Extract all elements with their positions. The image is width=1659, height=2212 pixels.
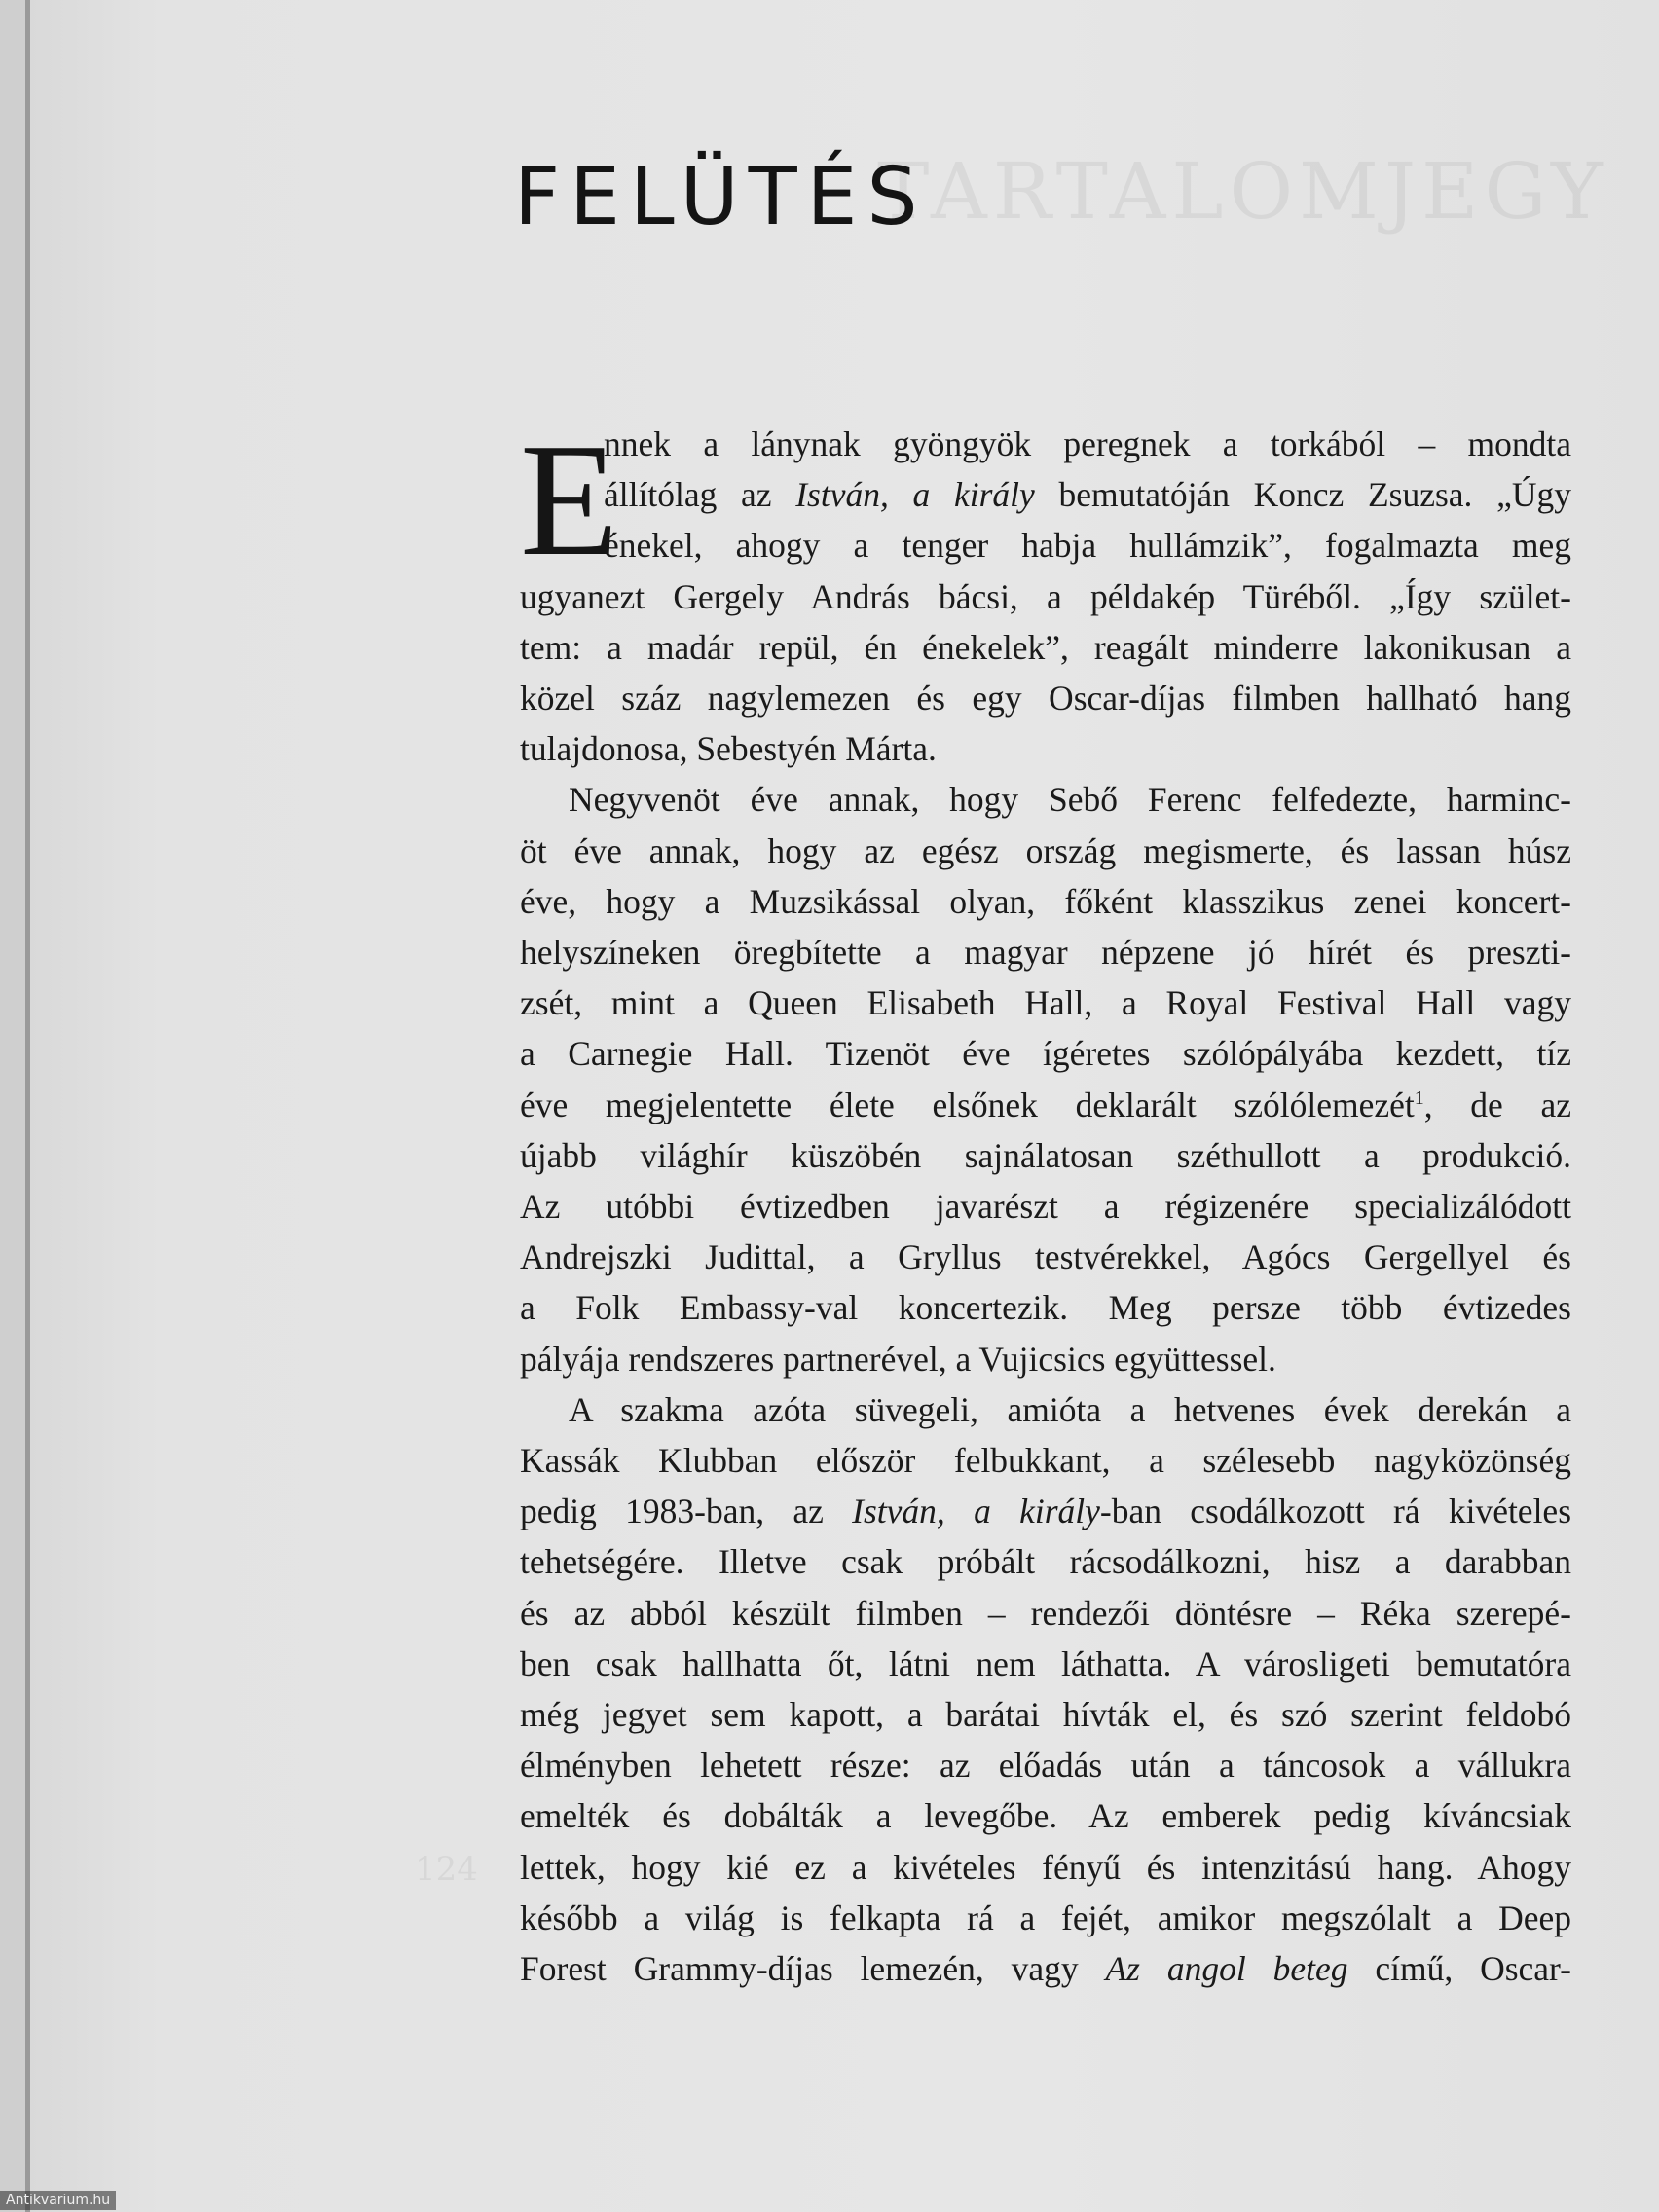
chapter-title: FELÜTÉS [514, 151, 928, 243]
footnote-reference[interactable]: 1 [1414, 1087, 1424, 1109]
body-text [520, 410, 1572, 1994]
text-line: éve megjelentette élete elsőnek deklarált szólólemezét$^1$, de az [520, 1085, 1571, 1124]
text-line: ugyanezt Gergely András bácsi, a példakép Türéből. „Így szület- [520, 576, 1571, 616]
italic-title: István, a király [795, 475, 1035, 515]
text-line: zsét, mint a Queen Elisabeth Hall, a Royal Festival Hall vagy [520, 983, 1571, 1023]
text-line: ben csak hallhatta őt, látni nem láthatta. A városligeti bemutatóra [520, 1643, 1571, 1683]
text-line: a Folk Embassy-val koncertezik. Meg persze több évtizedes [520, 1288, 1571, 1328]
drop-cap: E [520, 410, 619, 589]
bleed-through-page-number: 124 [415, 1850, 478, 1889]
bleed-through-heading: TARTALOMJEGY [877, 146, 1608, 237]
text-line: Az utóbbi évtizedben javarészt a régizenére specializálódott [520, 1187, 1571, 1227]
text-line: énekel, ahogy a tenger habja hullámzik”, fogalmazta meg [604, 526, 1571, 566]
text-line: Andrejszki Judittal, a Gryllus testvérekkel, Agócs Gergellyel és [520, 1237, 1571, 1277]
text-line: állítólag az István, a király bemutatóján Koncz Zsuzsa. „Úgy [604, 475, 1571, 515]
text-line: éve, hogy a Muzsikással olyan, főként klasszikus zenei koncert- [520, 881, 1571, 921]
text-line: újabb világhír küszöbén sajnálatosan széthullott a produkció. [520, 1135, 1571, 1175]
text-line: Forest Grammy-díjas lemezén, vagy Az angol beteg című, Oscar- [520, 1949, 1571, 1989]
text-line: tulajdonosa, Sebestyén Márta. [520, 729, 937, 769]
italic-title: István, a király [852, 1492, 1100, 1531]
text-line: még jegyet sem kapott, a barátai hívták el, és szó szerint feldobó [520, 1695, 1571, 1735]
text-line: helyszíneken öregbítette a magyar népzene jó hírét és preszti- [520, 933, 1571, 973]
text-line: Kassák Klubban először felbukkant, a szélesebb nagyközönség [520, 1441, 1571, 1481]
text-line: emelték és dobálták a levegőbe. Az emberek pedig kíváncsiak [520, 1796, 1571, 1836]
text-line: később a világ is felkapta rá a fejét, amikor megszólalt a Deep [520, 1898, 1571, 1937]
text-line: lettek, hogy kié ez a kivételes fényű és intenzitású hang. Ahogy [520, 1847, 1571, 1887]
text-line: tehetségére. Illetve csak próbált rácsodálkozni, hisz a darabban [520, 1542, 1571, 1582]
italic-title: Az angol beteg [1105, 1949, 1348, 1989]
text-line: és az abból készült filmben – rendezői döntésre – Réka szerepé- [520, 1593, 1571, 1633]
text-line: a Carnegie Hall. Tizenöt éve ígéretes szólópályába kezdett, tíz [520, 1034, 1571, 1074]
watermark: Antikvarium.hu [0, 2191, 116, 2210]
text-line: öt éve annak, hogy az egész ország megismerte, és lassan húsz [520, 830, 1571, 870]
text-line: pályája rendszeres partnerével, a Vujicsics együttessel. [520, 1339, 1276, 1379]
text-line: A szakma azóta süvegeli, amióta a hetvenes évek derekán a [569, 1389, 1571, 1429]
text-line: pedig 1983-ban, az István, a király-ban csodálkozott rá kivételes [520, 1492, 1572, 1531]
text-line: nnek a lánynak gyöngyök peregnek a torkából – mondta [604, 424, 1571, 463]
page-edge [0, 0, 27, 2212]
text-line: Negyvenöt éve annak, hogy Sebő Ferenc felfedezte, harminc- [569, 780, 1571, 820]
text-line: közel száz nagylemezen és egy Oscar-díjas filmben hallható hang [520, 679, 1571, 719]
text-line: élményben lehetett része: az előadás után a táncosok a vállukra [520, 1746, 1571, 1786]
text-line: tem: a madár repül, én énekelek”, reagált minderre lakonikusan a [520, 627, 1571, 667]
